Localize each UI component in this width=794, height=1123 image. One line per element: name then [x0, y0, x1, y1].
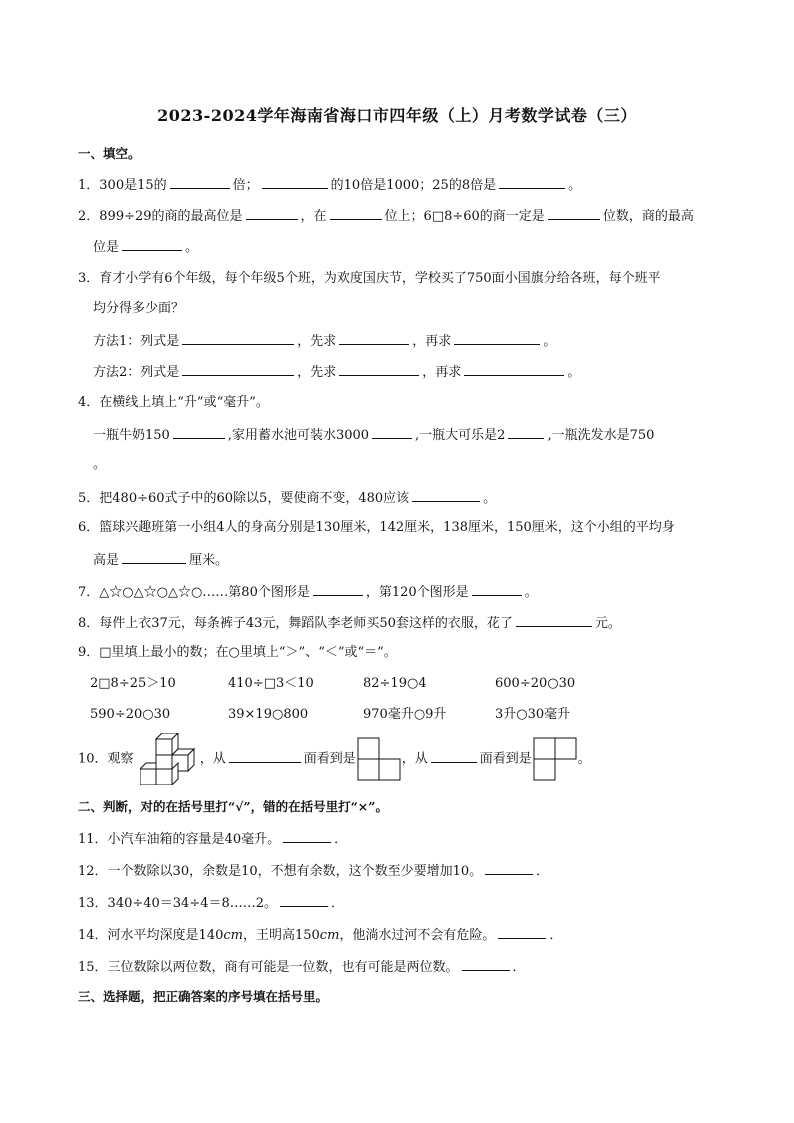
q14-unit-1: cm: [223, 928, 243, 943]
q3-m1-text-d: 。: [543, 334, 557, 349]
q2-blank-2[interactable]: [330, 206, 382, 220]
q3-m2-blank-1[interactable]: [182, 362, 294, 376]
q3-m1-blank-1[interactable]: [182, 331, 294, 345]
q1-text-c: 的10倍是1000；25的8倍是: [330, 178, 497, 193]
q13-text-b: ．: [331, 896, 345, 911]
q3-m2-text-d: 。: [567, 365, 581, 380]
q2-blank-3[interactable]: [548, 206, 600, 220]
q3-m2-text-a: 方法2：列式是: [93, 365, 180, 380]
q4-blank-2[interactable]: [372, 425, 412, 439]
question-3-cont: 均分得多少面？: [93, 301, 185, 316]
question-6: 6．篮球兴趣班第一小组4人的身高分别是130厘米，142厘米，138厘米，150厘米，这个小组的平均身: [78, 520, 675, 535]
q14-text-a: 14．河水平均深度是140: [78, 928, 224, 943]
q10-blank-1[interactable]: [229, 749, 301, 763]
q3-m2-text-c: ，再求: [422, 365, 462, 380]
view-grid-2x2-icon: [357, 737, 401, 781]
question-15: [78, 957, 526, 977]
question-10: [78, 733, 591, 783]
q1-text-a: 1．300是15的: [78, 178, 167, 193]
exam-title: 2023-2024学年海南省海口市四年级（上）月考数学试卷（三）: [157, 106, 637, 125]
q10-text-e: 面看到是: [479, 751, 532, 767]
q3-m1-text-b: ，先求: [297, 334, 337, 349]
q3-m1-blank-3[interactable]: [454, 331, 540, 345]
question-9: 9．□里填上最小的数；在○里填上“＞”、“＜”或“＝”。: [78, 645, 397, 660]
q2-blank-4[interactable]: [122, 237, 182, 251]
q14-unit-2: cm: [319, 928, 340, 943]
q14-text-c: ，他淌水过河不会有危险。: [339, 928, 496, 943]
q13-blank-1[interactable]: [280, 893, 328, 907]
q8-text-b: 元。: [594, 616, 621, 631]
section-1-heading: 一、填空。: [78, 146, 141, 161]
q4-text-e: ,一瓶洗发水是750: [547, 428, 655, 443]
question-12: [78, 861, 549, 881]
question-3-method-1: [93, 331, 556, 351]
q9-item: 3升○30毫升: [495, 707, 571, 722]
q5-text-b: 。: [483, 491, 497, 506]
q4-blank-3[interactable]: [508, 425, 544, 439]
q1-text-b: 倍；: [232, 178, 259, 193]
q11-text-b: ．: [334, 832, 348, 847]
q10-text-a: 10．观察: [78, 751, 134, 767]
q5-text-a: 5．把480÷60式子中的60除以5，要使商不变，480应该: [78, 491, 410, 506]
q7-blank-1[interactable]: [313, 582, 363, 596]
q6-text-b: 高是: [93, 553, 120, 568]
q10-text-d: ，从: [401, 751, 428, 767]
question-3: 3．育才小学有6个年级，每个年级5个班，为欢度国庆节，学校买了750面小国旗分给各班，每个班平: [78, 271, 661, 286]
q3-m1-text-a: 方法1：列式是: [93, 334, 180, 349]
q15-text-b: ．: [512, 960, 526, 975]
q2-text-f: 。: [185, 240, 199, 255]
question-1: [78, 175, 581, 195]
q10-text-b: ，从: [199, 751, 226, 767]
question-4: 4．在横线上填上“升”或“毫升”。: [78, 395, 269, 410]
q10-text-f: 。: [577, 751, 591, 767]
question-11: [78, 829, 347, 849]
q10-text-c: 面看到是: [303, 751, 356, 767]
q9-item: 600÷20○30: [495, 676, 576, 691]
q1-blank-2[interactable]: [262, 175, 328, 189]
cube-stack-icon: [140, 733, 198, 785]
section-3-heading: 三、选择题，把正确答案的序号填在括号里。: [78, 989, 329, 1004]
q12-text-b: ．: [536, 864, 550, 879]
question-3-method-2: [93, 362, 580, 382]
q3-m2-text-b: ，先求: [297, 365, 337, 380]
q12-blank-1[interactable]: [485, 861, 533, 875]
q6-blank-1[interactable]: [122, 550, 186, 564]
q9-item: 410÷□3＜10: [228, 676, 314, 691]
q1-text-d: 。: [568, 178, 582, 193]
q7-blank-2[interactable]: [472, 582, 522, 596]
q13-text-a: 13．340÷40＝34÷4＝8……2。: [78, 896, 278, 911]
q8-text-a: 8．每件上衣37元，每条裤子43元，舞蹈队李老师买50套这样的衣服，花了: [78, 616, 513, 631]
q9-item: 39×19○800: [228, 707, 309, 722]
q6-text-c: 厘米。: [189, 553, 229, 568]
q15-text-a: 15．三位数除以两位数，商有可能是一位数，也有可能是两位数。: [78, 960, 459, 975]
q4-text-c: ,家用蓄水池可装水3000: [227, 428, 370, 443]
q9-item: 590÷20○30: [90, 707, 171, 722]
q4-blank-1[interactable]: [173, 425, 225, 439]
q9-item: 82÷19○4: [363, 676, 427, 691]
q3-m1-text-c: ，再求: [412, 334, 452, 349]
question-4-end: 。: [93, 457, 107, 472]
q5-blank-1[interactable]: [412, 488, 480, 502]
question-5: [78, 488, 496, 508]
question-14: [78, 925, 562, 945]
q1-blank-1[interactable]: [170, 175, 230, 189]
q3-m2-blank-3[interactable]: [464, 362, 564, 376]
q11-text-a: 11．小汽车油箱的容量是40毫升。: [78, 832, 281, 847]
section-2-heading: 二、判断，对的在括号里打“√”，错的在括号里打“×”。: [78, 799, 388, 814]
q12-text-a: 12．一个数除以30，余数是10，不想有余数，这个数至少要增加10。: [78, 864, 483, 879]
question-13: [78, 893, 344, 913]
q7-text-a: 7．△☆○△☆○△☆○……第80个图形是: [78, 585, 310, 600]
q3-m2-blank-2[interactable]: [339, 362, 419, 376]
q14-text-b: ，王明高150: [242, 928, 320, 943]
q11-blank-1[interactable]: [283, 829, 331, 843]
q2-text-c: 位上；6□8÷60的商一定是: [384, 209, 545, 224]
question-4-cont: [93, 425, 654, 445]
q2-text-d: 位数，商的最高: [602, 209, 694, 224]
q14-blank-1[interactable]: [498, 925, 546, 939]
q9-item: 2□8÷25＞10: [90, 676, 176, 691]
q4-text-d: ,一瓶大可乐是2: [415, 428, 506, 443]
q2-text-e: 位是: [93, 240, 120, 255]
question-8: [78, 613, 621, 633]
q10-blank-2[interactable]: [431, 749, 477, 763]
view-grid-l-icon: [533, 737, 577, 781]
q15-blank-1[interactable]: [462, 957, 510, 971]
q4-text-b: 一瓶牛奶150: [93, 428, 170, 443]
question-2-cont: [93, 237, 198, 257]
q2-text-b: ，在: [300, 209, 327, 224]
question-2: [78, 206, 694, 226]
q3-m1-blank-2[interactable]: [339, 331, 409, 345]
q8-blank-1[interactable]: [516, 613, 592, 627]
q7-text-c: 。: [524, 585, 538, 600]
q9-item: 970毫升○9升: [363, 707, 447, 722]
q7-text-b: ，第120个图形是: [365, 585, 469, 600]
q2-text-a: 2．899÷29的商的最高位是: [78, 209, 243, 224]
question-7: [78, 582, 538, 602]
q1-blank-3[interactable]: [499, 175, 565, 189]
q2-blank-1[interactable]: [246, 206, 298, 220]
question-6-cont: [93, 550, 228, 570]
q14-text-d: ．: [549, 928, 563, 943]
